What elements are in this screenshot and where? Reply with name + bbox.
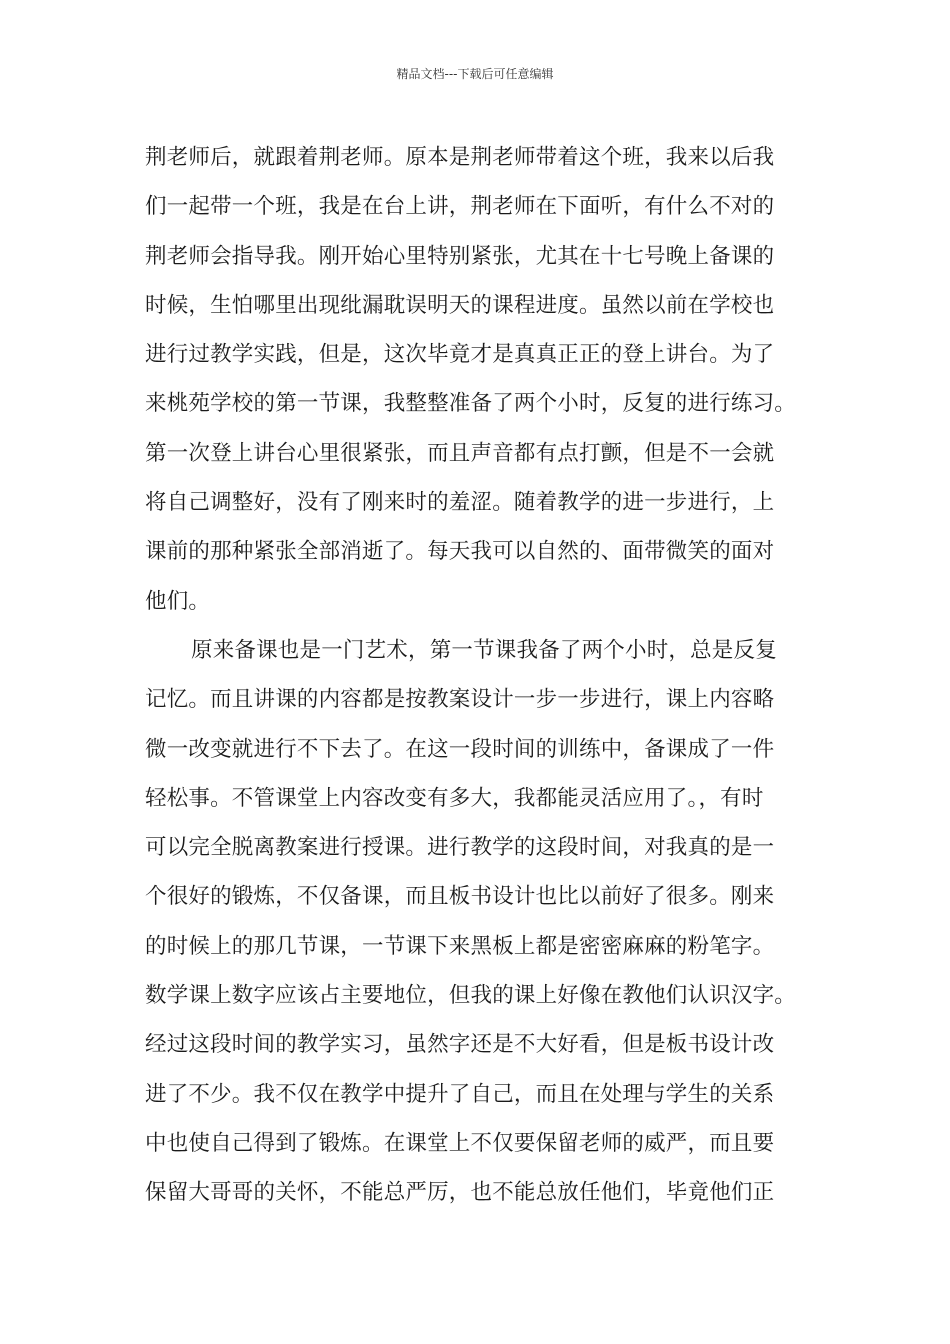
text-line: 数学课上数字应该占主要地位，但我的课上好像在教他们认识汉字。 [145, 983, 797, 1009]
text-line: 进行过教学实践，但是，这次毕竟才是真真正正的登上讲台。为了 [145, 342, 775, 368]
text-line: 课前的那种紧张全部消逝了。每天我可以自然的、面带微笑的面对 [145, 539, 775, 565]
text-line: 时候，生怕哪里出现纰漏耽误明天的课程进度。虽然以前在学校也 [145, 292, 775, 318]
page-header: 精品文档---下载后可任意编辑 [396, 67, 554, 81]
text-line: 可以完全脱离教案进行授课。进行教学的这段时间，对我真的是一 [145, 835, 775, 861]
text-line: 进了不少。我不仅在教学中提升了自己，而且在处理与学生的关系 [145, 1081, 775, 1107]
text-line: 将自己调整好，没有了刚来时的羞涩。随着教学的进一步进行，上 [145, 490, 775, 516]
text-line: 记忆。而且讲课的内容都是按教案设计一步一步进行，课上内容略 [145, 687, 775, 713]
text-line: 他们。 [145, 588, 211, 614]
text-line: 经过这段时间的教学实习，虽然字还是不大好看，但是板书设计改 [145, 1032, 775, 1058]
text-line: 个很好的锻炼，不仅备课，而且板书设计也比以前好了很多。刚来 [145, 884, 775, 910]
text-line: 们一起带一个班，我是在台上讲，荆老师在下面听，有什么不对的 [145, 194, 775, 220]
paragraph-first-line: 原来备课也是一门艺术，第一节课我备了两个小时，总是反复 [191, 637, 777, 663]
document-body [145, 133, 815, 1218]
text-line: 荆老师后，就跟着荆老师。原本是荆老师带着这个班，我来以后我 [145, 145, 775, 170]
text-line: 荆老师会指导我。刚开始心里特别紧张，尤其在十七号晚上备课的 [145, 243, 775, 269]
text-line: 保留大哥哥的关怀，不能总严厉，也不能总放任他们，毕竟他们正 [145, 1180, 775, 1206]
text-line: 第一次登上讲台心里很紧张，而且声音都有点打颤，但是不一会就 [145, 440, 775, 466]
text-line: 轻松事。不管课堂上内容改变有多大，我都能灵活应用了。，有时 [145, 785, 764, 811]
text-line: 来桃苑学校的第一节课，我整整准备了两个小时，反复的进行练习。 [145, 391, 797, 417]
text-line: 的时候上的那几节课，一节课下来黑板上都是密密麻麻的粉笔字。 [145, 933, 775, 959]
text-line: 中也使自己得到了锻炼。在课堂上不仅要保留老师的威严，而且要 [145, 1130, 775, 1156]
text-line: 微一改变就进行不下去了。在这一段时间的训练中，备课成了一件 [145, 736, 775, 762]
